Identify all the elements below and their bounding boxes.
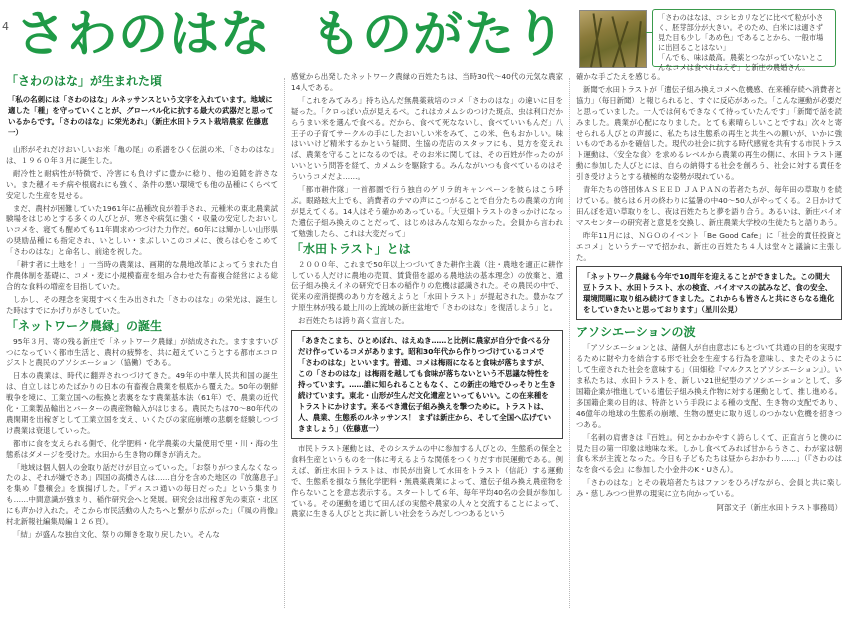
paragraph: 昨年11月には、ＮＧＯのイベント「Be Good Cafe」に「社会的責任投資とエコメ」というテーマで招かれ、新庄の百姓たち４人は堂々と議論に主張した。	[576, 230, 842, 262]
author-signature: 阿部文子（新庄水田トラスト事務局）	[716, 503, 842, 513]
article-column-3	[576, 72, 842, 614]
paragraph: 「結」が盛んな独自文化、祭りの輝きを取り戻したい。そんな	[13, 530, 220, 539]
paragraph: 山形がそれだけおいしいお米「亀の尾」の系譜をひく伝説の米、「さわのはな」は、１９６０年３月に誕生した。	[6, 145, 278, 165]
paragraph: まだ、農村が困難していた1961年に品種改良が着手され、元種米の東北農業試験場をはじめとする多くの人びとが、寒さや病気に強く・収量の安定したおいしいコメを、寝ても醒めても11年間求めつづけた力作だ。60年には輝かしい山形県の奨励品種にも指定され、いとしい・まぶしいこのコメに、彼らは心をこめて「さわのはな」と命名し、前途を祝した。	[6, 203, 278, 257]
title-part-1: さわのはな	[16, 5, 271, 63]
column-divider	[284, 78, 285, 608]
paragraph: 「都市耕作隊」一首都圏で行う独自のゲリラ的キャンペーンを彼らはこう呼ぶ。眼路眩大上でも、消費者のテマの声にこつがることで自分たちの農業の方向が見えてくる。14人はそう確かめあっている。「大豆畑トラストのきっかけになった遺伝子組み換えのことだって、はじめはみんな知らなかった。会員から言われて勉強したら、これは大変だって」	[291, 185, 563, 238]
paragraph: 都市に食を支えられる側で、化学肥料・化学農薬の大量使用で里・川・海の生態系はダメージを受けた。水田から生き物の輝きが消えた。	[6, 438, 278, 459]
paragraph: しかし、その理念を実現すべく生み出された「さわのはな」の栄光は、誕生した時はすでにかげりがさしていた。	[6, 294, 278, 315]
paragraph: 青年たちの啓団体ＡＳＥＥＤ ＪＡＰＡＮの若者たちが、毎年田の草取りを続けている。彼らは６月の終わりに猛暑の中40〜50人がやってくる。２日かけて田んぼを這い草取りをし、夜は百姓たちと夢を語り合う。あるいは、新庄バイオマスセンターの研究者と意見を交換し、新庄農業大学校の生徒たちと語りあう。	[576, 185, 842, 227]
section-heading-network: 「ネットワーク農縁」の誕生	[6, 318, 163, 333]
paragraph: 新聞で水田トラストが「遺伝子組み換えコメへ危機感、在来種存続へ消費者と協力」（毎日新聞）と報じられると、すぐに反応があった。「こんな運動が必要だと思っていました。一人では何もできなくて待っていたんです」「新聞で話を読みました。農業が心配になりました。とても素晴らしいことですね」次々と寄せられる人びとの声援に、私たちは生態系の再生と共生への願いが、いかに強いものであるかを確信した。現代の社会に抗する時代感覚を共有する市民トラスト運動は、〈安全な食〉を求めるレベルから農業の再生の側に、水田トラスト運動に参加した人びとには、自らの納得する社会を創ろう、社会に対する責任を引き受けようとする積極的な姿勢が現れている。	[576, 84, 842, 182]
quote-sato: 「私の名刺には「さわのはな」ルネッサンスという文字を入れています。地域に適した「種」を守っていくことが、グローバル化に抗する最大の武器だと思っているからです。「さわのはな」に栄光あれ」（新庄水田トラスト栽培農家 佐藤恵一）	[8, 95, 274, 137]
quote-box-anniversary: 「ネットワーク農縁も今年で10周年を迎えることができました。この間大豆トラスト、水田トラスト、水の検査、バイオマスの試みなど、食の安全、環境問題に取り組み続けてきました。これからも皆さんと共にさらなる進化をしていきたいと思っております」（星川公見）	[576, 266, 842, 320]
section-heading-rice-trust: 「水田トラスト」とは	[291, 241, 411, 256]
page-title	[16, 2, 566, 66]
paragraph: 「アソシエーションとは、諸個人が自由意志にもとづいて共通の目的を実現するために財や力を結合する形で社会を生産する行為を意味し、またそのようにして生産された社会を意味する」（田畑稔『マルクスとアソシエーション』）。いま私たちは、水田トラストを、新しい21世紀型のアソシエーションとして、多国籍企業が推進している遺伝子組み換え作物に対する運動として、推し進める。多国籍企業の目的は、特許という手段による種の支配、生き物の支配であり、46億年の地球の生態系の崩壊、生物の歴史に取り返しのつかない危機を招きつつある。	[576, 343, 842, 429]
paragraph: 95年３月、寄の残る新庄で「ネットワーク農縁」が結成された。ますますいびつになっていく都市生活と、農村の疲弊を、共に超えていこうとする都市エコロジストと農民のアソシエーション（協働）である。	[6, 336, 278, 368]
column-divider	[569, 78, 570, 608]
paragraph: 市民トラスト運動とは、そのシステムの中に参加する人びとの、生態系の保全と食料生産というものを一体に考えるような関係をつくりだす市民運動である。例えば、新庄水田トラストは、市民が出資して水田をトラスト（信託）する運動で、生態系を損なう無化学肥料・無農薬農業によって、遺伝子組み換え農産物を作らないことを意志表示する。スタートして６年、毎年平均40名の会員が参加している。その運動を通じて田んぼの実態や農家の人々と交流することによって、農家に生きる人びとと共に新しい社会をうみだしつつあるという	[291, 444, 563, 519]
paragraph: 「名刺の肩書きは『百姓』。何とかわかやすく誇らしくて、正直言うと僕のに見た目の第一印象は地味な米。しかし食べてみれば甘からうさこ、わが家は朝食も米が主流となった。今日も子どもたちは昼からおかわり……」（『さわのはなを食べる会』に参加した小金井のK・Uさん）。	[576, 432, 842, 475]
article-column-2	[291, 72, 563, 614]
paragraph: 感覚から出発したネットワーク農縁の百姓たちは、当時30代〜40代の元気な農家14人である。	[291, 72, 563, 92]
paragraph: 確かな手ごたえを感じる。	[576, 72, 665, 81]
paragraph: ２０００年、これまで50年以上つづいてきた耕作主義（注・農地を適正に耕作している人だけに農地の売買、賃貸借を認める農地法の基本理念）の放棄と、遺伝子組み換えイネの研究で日本の稲作りの危機は認識された。その農民の中で、従来の産消提携のあり方を越えようと「水田トラスト」が提起された。豊かなブナ原生林が残る最上川の上流域の新庄盆地で「さわのはな」を復活しよう」と。	[291, 259, 563, 313]
paragraph: 「これをみてみろ」持ち込んだ無農薬栽培のコメ「さわのはな」の違いに目を疑った。「クロっぽい点が見えるべ。これはカメムシのつけた斑点、虫は利口だからうまい米を選んで食べる。だから、食べて死なないし、食べていいもんだ」八王子の子育てサークルの手にしたおいしい米をみて、この米、色もおかしい。味はいいけど精米するかという疑問、生協の売店のスタッフにも、見方を変えれば、農業を守ることになるのでは。そのお米に関しては、その百姓が作ったのがいいという問答を経て、カメムシを駆除する。みんながいつも食べているのはそういうコメだよ……。	[291, 95, 563, 182]
title-part-2: ものがたり	[311, 5, 566, 63]
paragraph: 「さわのはな」とその栽培者たちはファンをひろげながら、会員と共に楽しみ・慈しみつつ世界の現実に立ち向かっている。	[576, 478, 842, 499]
rice-field-photo	[579, 10, 647, 68]
quote-box-declaration: 「あきたこまち、ひとめぼれ、はえぬき……と比例に農家が自分で食べる分だけ作っているコメがあります。昭和30年代から作りつづけているコメで「さわのはな」といいます。普通、コメは梅雨になると食味が落ちますが、この「さわのはな」は梅雨を越しても食味が落ちないという不思議な特性を持っています。……誰に知られることもなく、この新庄の地でひっそりと生き続けています。東北・山形が生んだ文化遺産といってもいい。この在来種をトラストにかけます。来るべき遺伝子組み換えを撃つために。トラストは、人、農業、生態系のルネッサンス！ まずは新庄から、そして全国へ広げていきましょう」（佐藤恵一）	[291, 330, 563, 439]
paragraph: 「地域は個人個人の金取り話だけが目立っていった。「お祭りがつまんなくなったのよ、それが嫌でさあ」四国の高橋さんは……自分を含めた地区の『放蕩息子』を集め『豊穣会』を旗揚げした。『ディスコ通いの毎日だった』という集まりも……中間意識が強まり、稲作研究会へと発展。研究会は出稼ぎ先の東京・北区にも声かけ入れた。そこから市民活動の人たちへと繋がり広がった」（『風の肖像』村北新報社編集局編１２６頁）。	[6, 462, 278, 527]
article-column-1	[6, 72, 278, 614]
page-number: 4	[2, 20, 9, 33]
section-heading-association: アソシエーションの波	[576, 325, 696, 340]
section-heading-birth: 「さわのはな」が生まれた頃	[6, 74, 163, 88]
paragraph: お百姓たちは誇り高く宣言した。	[298, 316, 409, 326]
photo-caption-text: 「さわのはなは、コシヒカリなどに比べて粒が小さく、胚芽部分が大きい。そのため、白米には適さず見た目も少し「あめ色」であることから、一般市場に出回ることはない」 「んでも、味は最高。農薬とつながっていないとこんなコメは食べれねえぞ」と新庄の農婚さん。	[658, 13, 824, 72]
paragraph: 日本の農業は、時代に翻弄されつづけてきた。49年の中華人民共和国の誕生は、自立しはじめたばかりの日本の有畜複合農業を根底から覆えた。50年の朝鮮戦争を境に、工業立国への転換と表裏をなす農業基本法（61年）で、農業の近代化・工業製品輸出とバーターの農産物輸入がはじまる。農民たちは70〜80年代の農閑期を出稼ぎとして工業立国を支え、いくたびの家庭崩壊の悲劇を経験しつづけ農業は衰退していった。	[6, 371, 278, 435]
paragraph: 「耕す者に土地を！」一当時の農業は、画期的な農地改革によってうまれた自作農体制を基礎に、コメ・麦に小規模畜産を組み合わせた有畜複合経営による総合的な食料の増産を目指していた。	[6, 260, 278, 291]
paragraph: 耐冷性と耐病性が特徴で、冷害にも負けずに豊かに稔り、他の追随を許さない。また穂イモチ病や根腐れにも強く、条件の悪い環境でも他の品種にくらべて安定した生産を見せる。	[6, 168, 278, 200]
photo-caption-note	[652, 9, 836, 72]
